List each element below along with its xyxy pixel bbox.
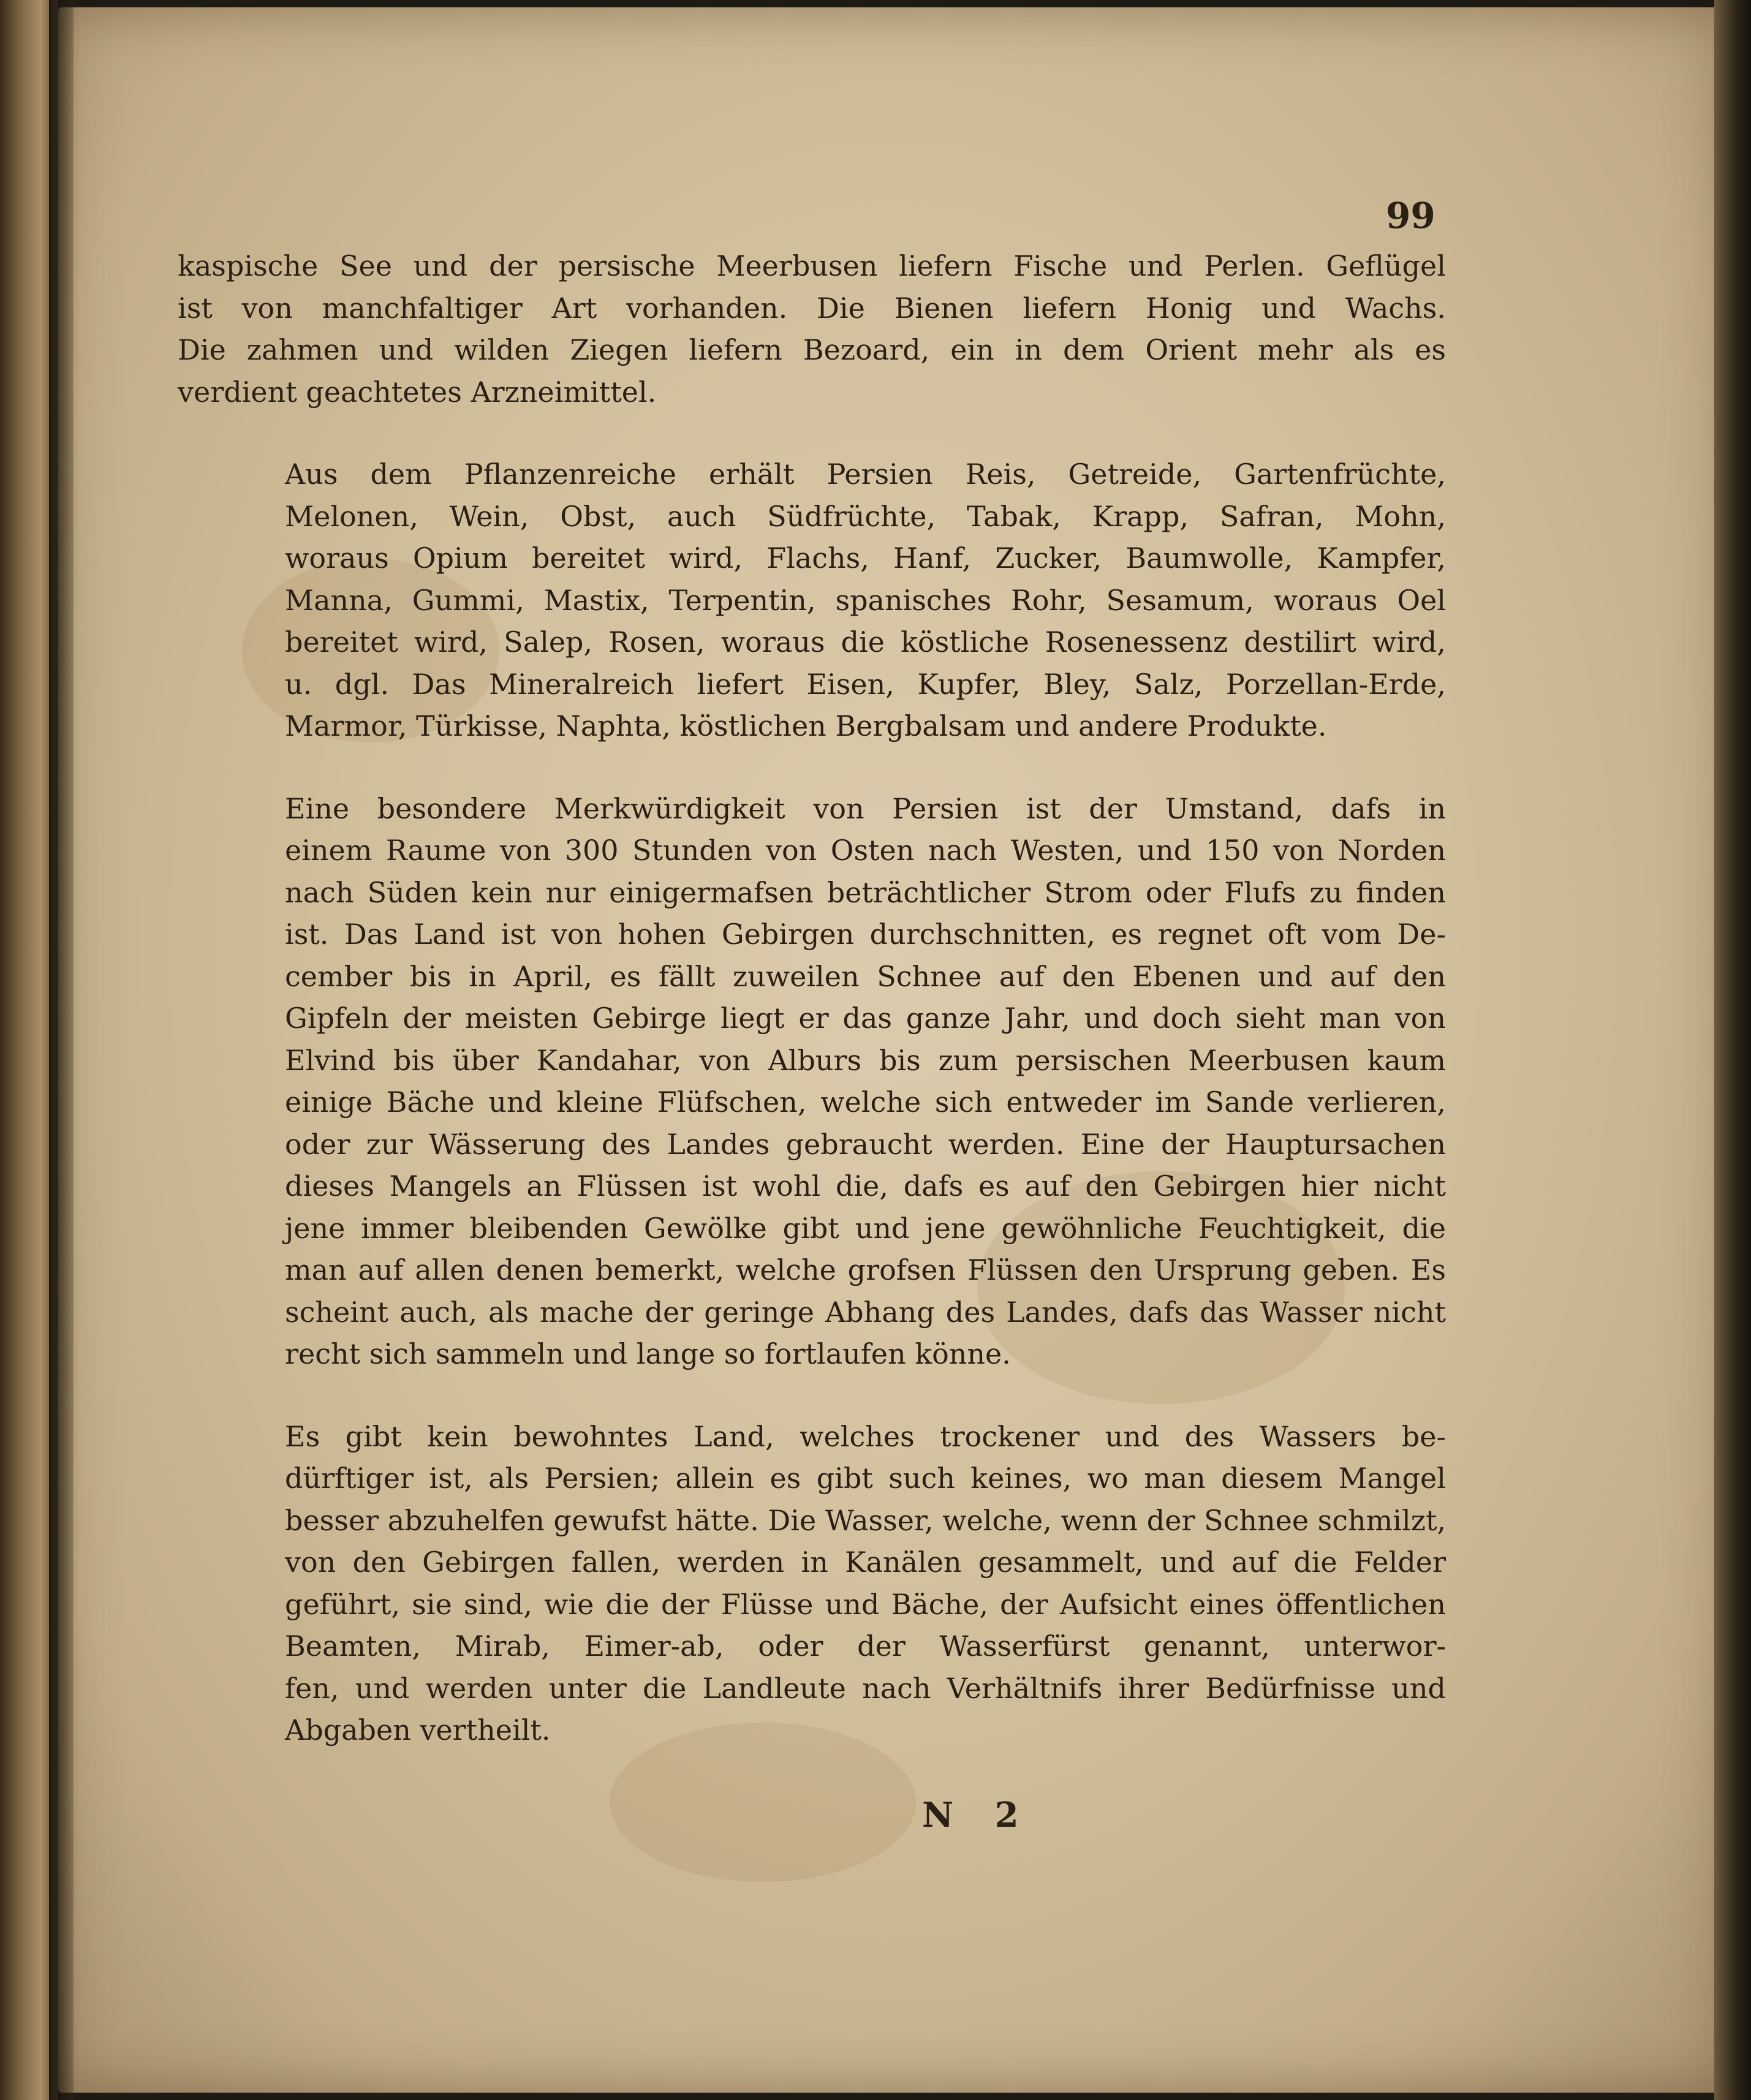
text-line: einige Bäche und kleine Flüfschen, welche sich entweder im Sande verlieren, <box>285 1086 1446 1119</box>
text-line: ist. Das Land ist von hohen Gebirgen durchschnitten, es regnet oft vom De- <box>285 918 1446 951</box>
text-line: besser abzuhelfen gewufst hätte. Die Wasser, welche, wenn der Schnee schmilzt, <box>285 1503 1447 1537</box>
fore-edge <box>1714 0 1751 2100</box>
text-line: geführt, sie sind, wie die der Flüsse und Bäche, der Aufsicht eines öffentlichen <box>285 1587 1446 1621</box>
text-line: oder zur Wässerung des Landes gebraucht werden. Eine der Hauptursachen <box>285 1127 1446 1161</box>
text-line: man auf allen denen bemerkt, welche grofsen Flüssen den Ursprung geben. Es <box>285 1253 1446 1286</box>
text-line: Marmor, Türkisse, Naphta, köstlichen Bergbalsam und andere Produkte. <box>285 709 1327 742</box>
text-line: von den Gebirgen fallen, werden in Kanälen gesammelt, und auf die Felder <box>285 1546 1446 1579</box>
text-line: Aus dem Pflanzenreiche erhält Persien Reis, Getreide, Gartenfrüchte, <box>285 458 1446 491</box>
paragraph-4 <box>178 1416 1446 1751</box>
text-line: bereitet wird, Salep, Rosen, woraus die köstliche Rosenessenz destilirt wird, <box>285 625 1446 659</box>
text-line: Eine besondere Merkwürdigkeit von Persien ist der Umstand, dafs in <box>285 791 1446 825</box>
text-line: dieses Mangels an Flüssen ist wohl die, dafs es auf den Gebirgen hier nicht <box>285 1169 1446 1203</box>
text-line: jene immer bleibenden Gewölke gibt und jene gewöhnliche Feuchtigkeit, die <box>285 1211 1446 1245</box>
text-line: Gipfeln der meisten Gebirge liegt er das ganze Jahr, und doch sieht man von <box>285 1002 1446 1035</box>
text-line: ist von manchfaltiger Art vorhanden. Die Bienen liefern Honig und Wachs. <box>178 291 1446 325</box>
paragraph-2 <box>178 453 1446 747</box>
text-line: fen, und werden unter die Landleute nach Verhältnifs ihrer Bedürfnisse und <box>285 1671 1446 1705</box>
text-line: u. dgl. Das Mineralreich liefert Eisen, Kupfer, Bley, Salz, Porzellan-Erde, <box>285 667 1446 701</box>
text-line: Es gibt kein bewohntes Land, welches trockener und des Wassers be- <box>285 1419 1446 1453</box>
text-line: woraus Opium bereitet wird, Flachs, Hanf, Zucker, Baumwolle, Kampfer, <box>285 542 1446 575</box>
body-text <box>178 245 1446 1751</box>
text-line: cember bis in April, es fällt zuweilen Schnee auf den Ebenen und auf den <box>285 959 1446 993</box>
text-line: einem Raume von 300 Stunden von Osten nach Westen, und 150 von Norden <box>285 834 1446 867</box>
text-line: Abgaben vertheilt. <box>285 1713 551 1747</box>
page-number: 99 <box>1386 195 1435 236</box>
text-line: scheint auch, als mache der geringe Abhang des Landes, dafs das Wasser nicht <box>285 1295 1446 1329</box>
text-line: dürftiger ist, als Persien; allein es gibt such keines, wo man diesem Mangel <box>285 1462 1446 1495</box>
paragraph-1 <box>178 245 1446 413</box>
text-line: Die zahmen und wilden Ziegen liefern Bezoard, ein in dem Orient mehr als es <box>178 333 1446 366</box>
text-line: recht sich sammeln und lange so fortlaufen könne. <box>285 1337 1011 1370</box>
signature-mark: N 2 <box>922 1795 1034 1835</box>
text-line: verdient geachtetes Arzneimittel. <box>178 375 657 409</box>
text-line: Elvind bis über Kandahar, von Alburs bis zum persischen Meerbusen kaum <box>285 1043 1446 1077</box>
text-line: Beamten, Mirab, Eimer-ab, oder der Wasserfürst genannt, unterwor- <box>285 1630 1446 1663</box>
paragraph-3 <box>178 788 1446 1375</box>
text-line: Melonen, Wein, Obst, auch Südfrüchte, Tabak, Krapp, Safran, Mohn, <box>285 499 1446 533</box>
text-line: nach Süden kein nur einigermafsen beträchtlicher Strom oder Flufs zu finden <box>285 875 1446 909</box>
binding-gutter <box>49 0 74 2100</box>
text-line: Manna, Gummi, Mastix, Terpentin, spanisches Rohr, Sesamum, woraus Oel <box>285 583 1446 617</box>
text-line: kaspische See und der persische Meerbusen liefern Fische und Perlen. Geflügel <box>178 249 1446 282</box>
